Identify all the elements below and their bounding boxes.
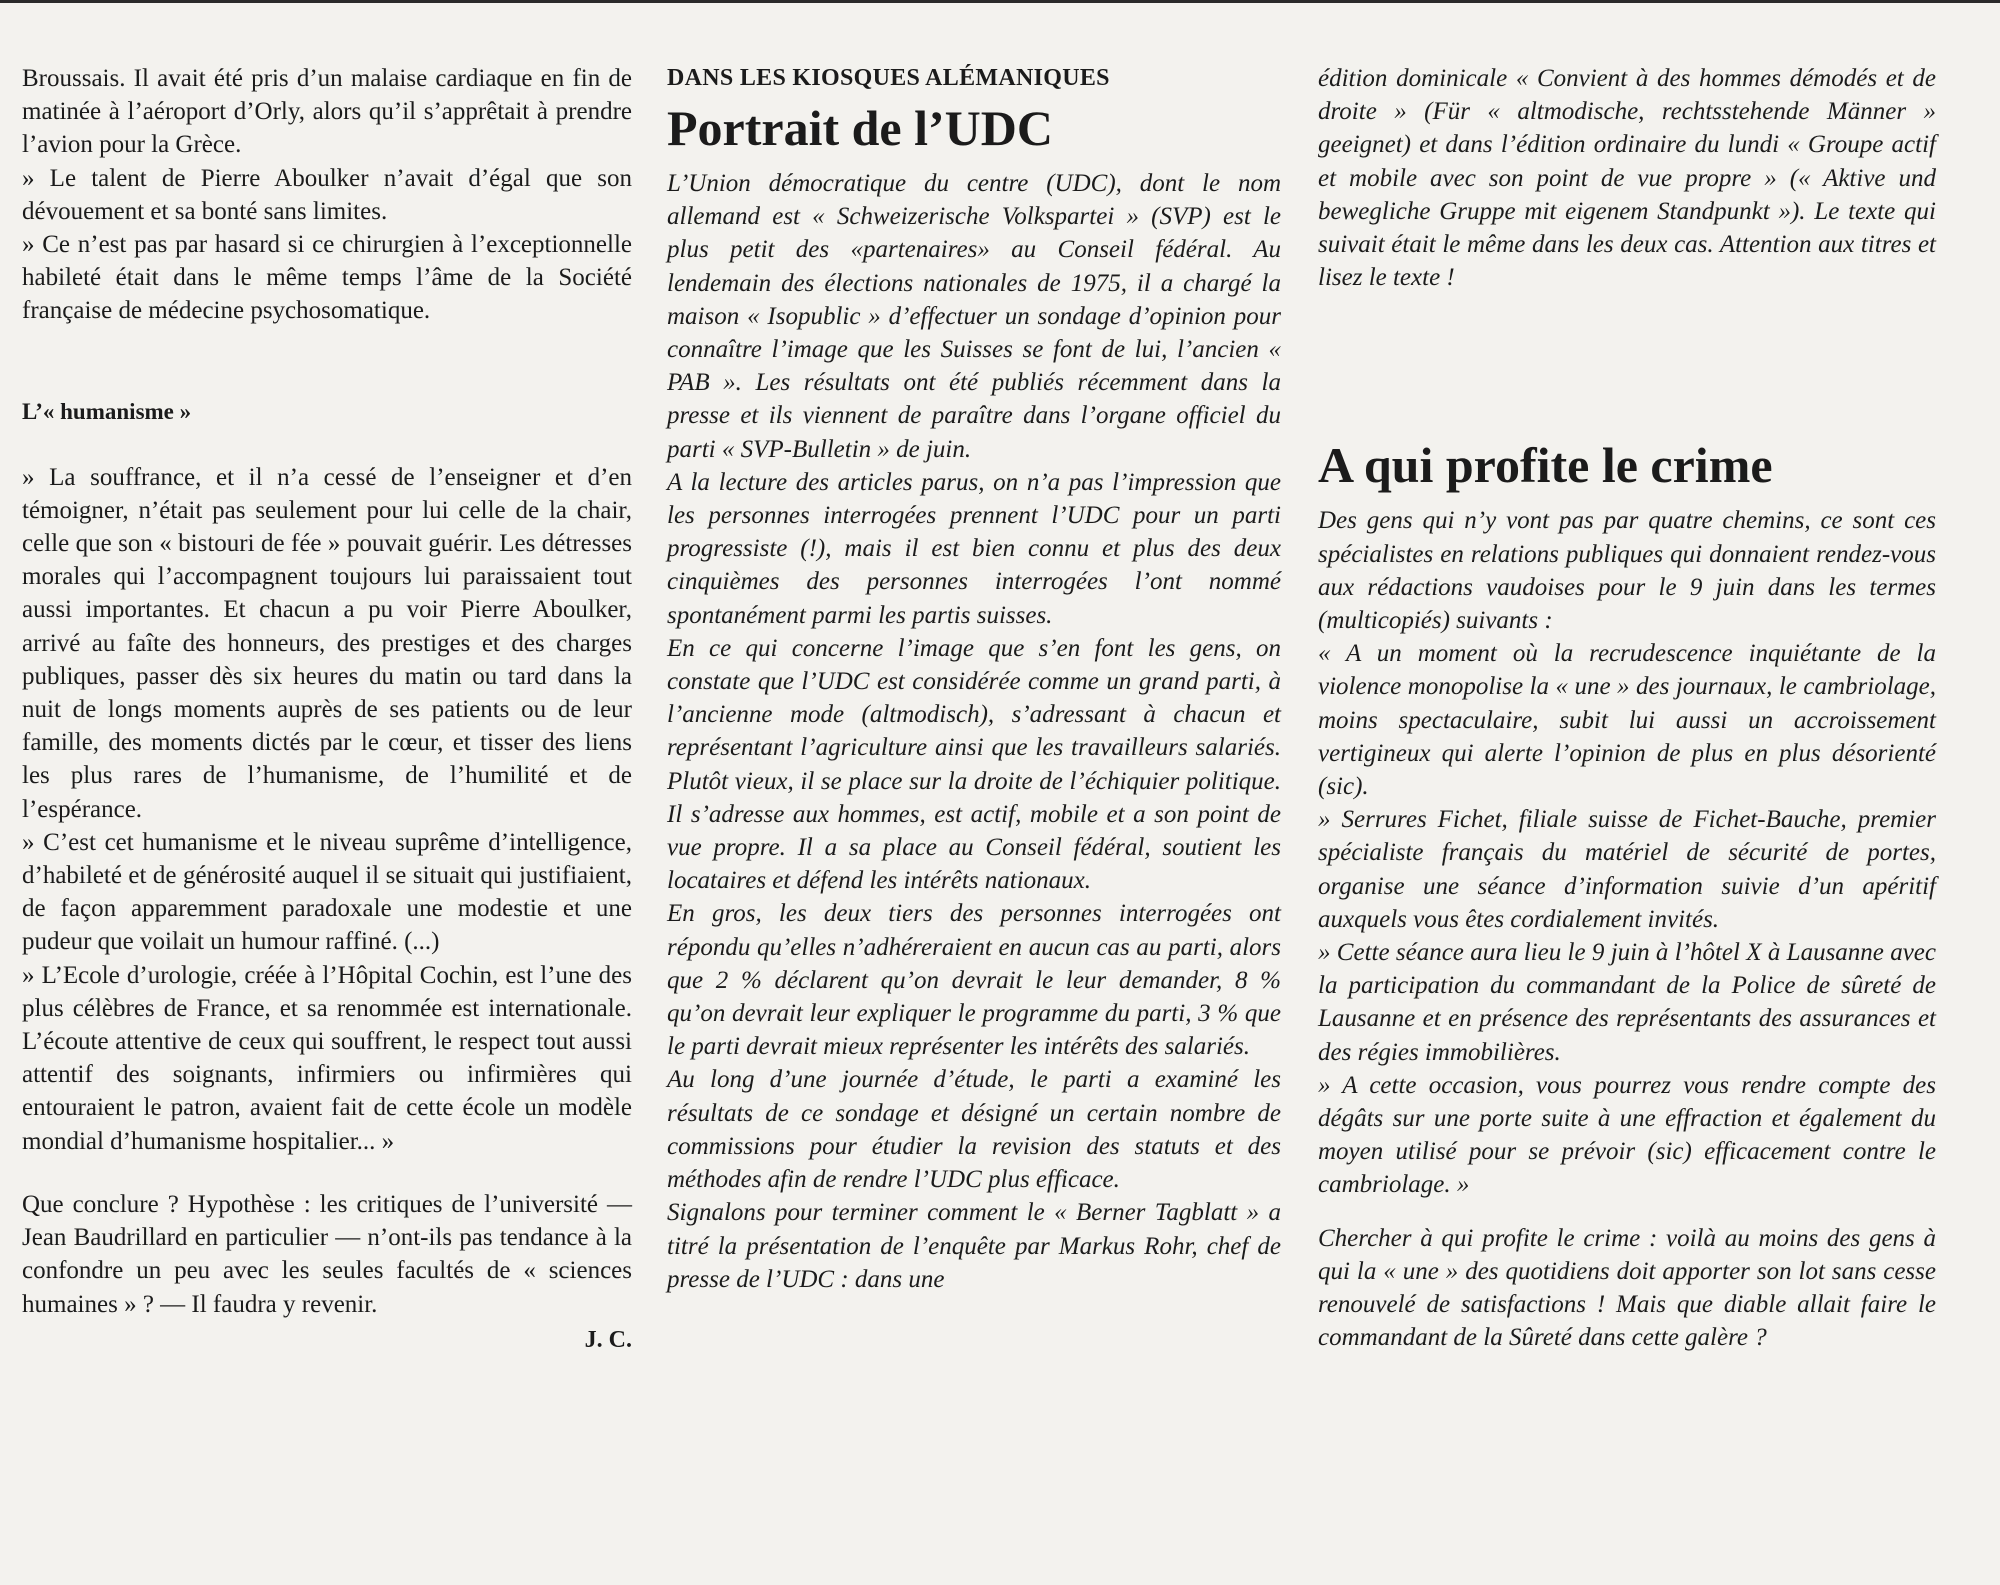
section-subhead: L’« humanisme »	[22, 398, 192, 424]
author-signature: J. C.	[584, 1326, 632, 1353]
paragraph: En gros, les deux tiers des personnes interrogées ont répondu qu’elles n’adhéreraient en aucun cas au parti, alors que 2 % déclarent qu’on devrait le leur demander, 8 % qu’on devrait leur expliquer le programme du parti, 3 % que le parti devrait mieux représenter les intérêts des salariés.	[667, 900, 1281, 1061]
paragraph: « A un moment où la recrudescence inquiétante de la violence monopolise la « une » des journaux, le cambriolage, moins spectaculaire, subit lui aussi un accroissement vertigineux qui alerte l’opinion de plus en plus désorienté (sic).	[1318, 640, 1936, 801]
paragraph: Signalons pour terminer comment le « Berner Tagblatt » a titré la présentation de l’enquête par Markus Rohr, chef de presse de l’UDC : dans une	[667, 1199, 1281, 1293]
paragraph: » Ce n’est pas par hasard si ce chirurgien à l’exceptionnelle habileté était dans le même temps l’âme de la Société française de médecine psychosomatique.	[22, 231, 632, 325]
paragraph: » Cette séance aura lieu le 9 juin à l’hôtel X à Lausanne avec la participation du commandant de la Police de sûreté de Lausanne et en présence des représentants des assurances et des régies immobilières.	[1318, 939, 1936, 1066]
paragraph: Des gens qui n’y vont pas par quatre chemins, ce sont ces spécialistes en relations publiques qui donnaient rendez-vous aux rédactions vaudoises pour le 9 juin dans les termes (multicopiés) suivants :	[1318, 507, 1936, 635]
continuation-paragraph: édition dominicale « Convient à des hommes démodés et de droite » (Für « altmodische, rechtsstehende Männer » geeignet) et dans l’édition ordinaire du lundi « Groupe actif et mobile avec son point de vue propre » (« Aktive und bewegliche Gruppe mit eigenem Standpunkt »). Le texte qui suivait était le même dans les deux cas. Attention aux titres et lisez le texte !	[1318, 65, 1936, 292]
paragraph: » A cette occasion, vous pourrez vous rendre compte des dégâts sur une porte suite à une effraction et également du moyen utilisé pour se prévoir (sic) efficacement contre le cambriolage. »	[1318, 1071, 1936, 1199]
article-headline: A qui profite le crime	[1318, 437, 1773, 494]
column-middle	[667, 62, 1281, 1296]
paragraph: » La souffrance, et il n’a cessé de l’enseigner et d’en témoigner, n’était pas seulement pour lui celle de la chair, celle que son « bistouri de fée » pouvait guérir. Les détresses morales qui l’accompagnent toujours lui paraissaient tout aussi importantes. Et chacun a pu voir Pierre Aboulker, arrivé au faîte des honneurs, des prestiges et des charges publiques, passer dès six heures du matin ou tard dans la nuit de longs moments auprès de ses patients ou de leur famille, des moments dictés par le cœur, et tisser des liens les plus rares de l’humanisme, de l’humilité et de l’espérance.	[22, 463, 632, 823]
kicker-heading: DANS LES KIOSQUES ALÉMANIQUES	[667, 65, 1110, 91]
paragraph: » Le talent de Pierre Aboulker n’avait d’égal que son dévouement et sa bonté sans limites.	[22, 164, 632, 225]
closing-paragraph: Chercher à qui profite le crime : voilà au moins des gens à qui la « une » des quotidiens doit apporter son lot sans cesse renouvelé de satisfactions ! Mais que diable allait faire le commandant de la Sûreté dans cette galère ?	[1318, 1224, 1936, 1352]
paragraph: L’Union démocratique du centre (UDC), dont le nom allemand est « Schweizerische Volkspartei » (SVP) est le plus petit des «partenaires» au Conseil fédéral. Au lendemain des élections nationales de 1975, il a chargé la maison « Isopublic » d’effectuer un sondage d’opinion pour connaître l’image que les Suisses se font de lui, l’ancien « PAB ». Les résultats ont été publiés récemment dans la presse et ils viennent de paraître dans l’organe officiel du parti « SVP-Bulletin » de juin.	[667, 170, 1281, 463]
top-rule	[0, 0, 2000, 3]
column-right	[1318, 62, 1936, 1355]
conclusion-paragraph: Que conclure ? Hypothèse : les critiques de l’université — Jean Baudrillard en particulier — n’ont-ils pas tendance à la confondre un peu avec les seules facultés de « sciences humaines » ? — Il faudra y revenir.	[22, 1190, 632, 1318]
paragraph: » L’Ecole d’urologie, créée à l’Hôpital Cochin, est l’une des plus célèbres de France, et sa renommée est internationale. L’écoute attentive de ceux qui souffrent, le respect tout aussi attentif des soignants, infirmiers ou infirmières qui entouraient le patron, avaient fait de cette école un modèle mondial d’humanisme hospitalier... »	[22, 961, 632, 1155]
paragraph: Au long d’une journée d’étude, le parti a examiné les résultats de ce sondage et désigné un certain nombre de commissions pour étudier la revision des statuts et des méthodes afin de rendre l’UDC plus efficace.	[667, 1066, 1281, 1194]
paragraph: » C’est cet humanisme et le niveau suprême d’intelligence, d’habileté et de générosité auquel il se situait qui justifiaient, de façon apparemment paradoxale une modestie et une pudeur que voilait un humour raffiné. (...)	[22, 828, 632, 956]
paragraph: En ce qui concerne l’image que s’en font les gens, on constate que l’UDC est considérée comme un grand parti, à l’ancienne mode (altmodisch), s’adressant à chacun et représentant l’agriculture ainsi que les travailleurs salariés. Plutôt vieux, il se place sur la droite de l’échiquier politique. Il s’adresse aux hommes, est actif, mobile et a son point de vue propre. Il a sa place au Conseil fédéral, soutient les locataires et défend les intérêts nationaux.	[667, 634, 1281, 895]
column-left	[22, 62, 632, 1357]
paragraph: A la lecture des articles parus, on n’a pas l’impression que les personnes interrogées prennent l’UDC pour un parti progressiste (!), mais il est bien connu et plus des deux cinquièmes des personnes interrogées l’ont nommé spontanément parmi les partis suisses.	[667, 468, 1281, 629]
paragraph: » Serrures Fichet, filiale suisse de Fichet-Bauche, premier spécialiste français du matériel de sécurité de portes, organise une séance d’information suivie d’un apéritif auxquels vous êtes cordialement invités.	[1318, 806, 1936, 933]
paragraph: Broussais. Il avait été pris d’un malaise cardiaque en fin de matinée à l’aéroport d’Orly, alors qu’il s’apprêtait à prendre l’avion pour la Grèce.	[22, 65, 632, 159]
article-headline: Portrait de l’UDC	[667, 100, 1053, 156]
